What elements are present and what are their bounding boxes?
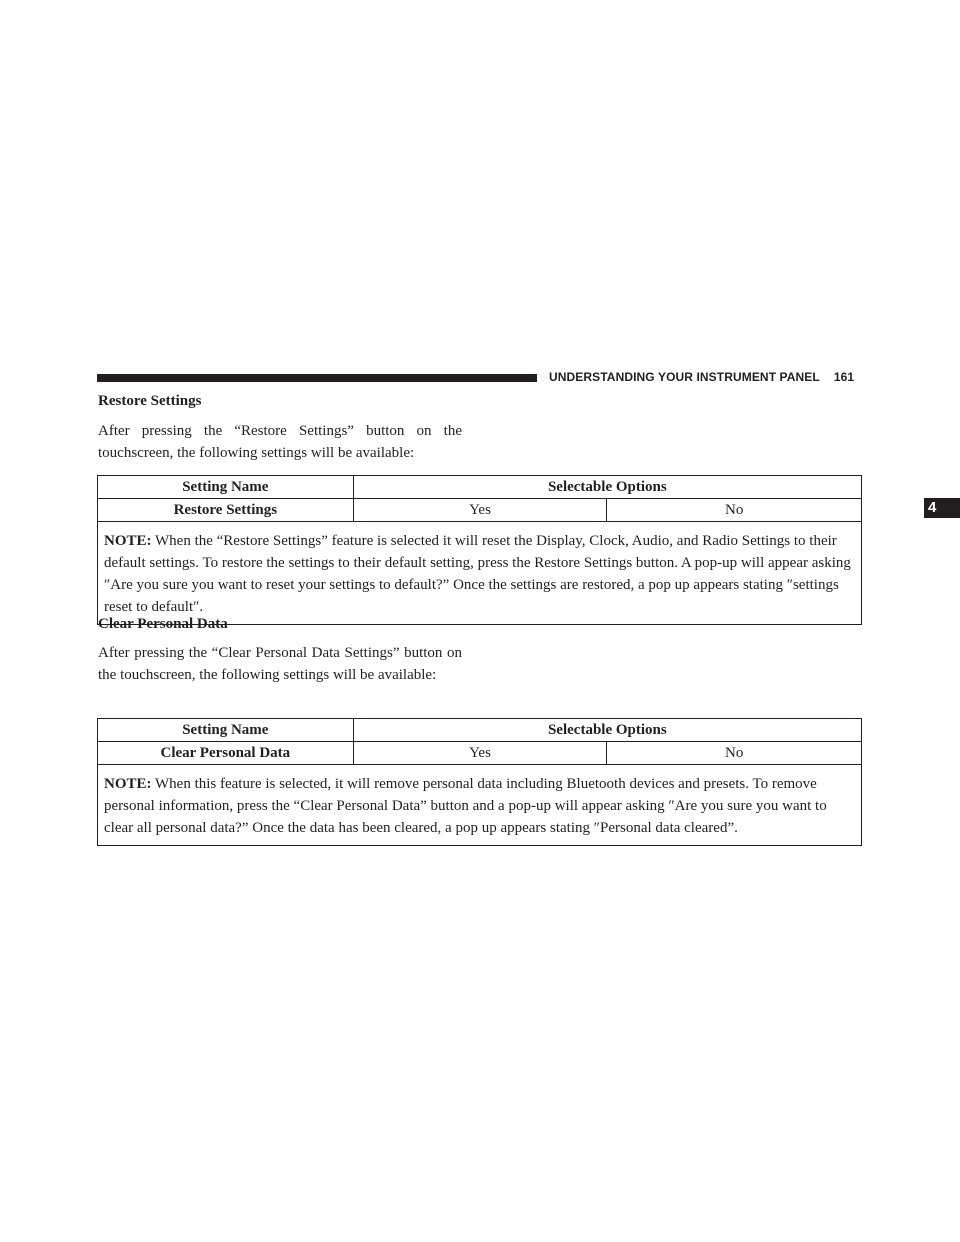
setting-name-cell: Clear Personal Data [98, 742, 354, 765]
section-intro-restore-settings: After pressing the “Restore Settings” button on the touchscreen, the following settings will be available: [98, 423, 462, 461]
note-text: When the “Restore Settings” feature is selected it will reset the Display, Clock, Audio, and Radio Settings to their default settings. To restore the settings to their default setting, press the Restore Settings button. A pop-up will appear asking ″Are you sure you want to reset your settings to default?” Once the settings are restored, a pop up appears stating ″settings reset to default″. [104, 533, 851, 615]
header-rule [97, 374, 537, 382]
table-note-row [98, 765, 862, 846]
section-heading-restore-settings: Restore Settings [98, 393, 202, 409]
clear-personal-data-table [97, 718, 862, 846]
option-yes-cell: Yes [353, 499, 607, 522]
option-no-cell: No [607, 742, 862, 765]
note-cell [98, 765, 862, 846]
table-note-row [98, 522, 862, 625]
note-cell [98, 522, 862, 625]
section-intro-clear-personal-data: After pressing the “Clear Personal Data Settings” button on the touchscreen, the following settings will be available: [98, 645, 462, 683]
col-header-selectable-options: Selectable Options [353, 476, 861, 499]
option-yes-cell: Yes [353, 742, 607, 765]
chapter-tab: 4 [924, 498, 960, 518]
note-text: When this feature is selected, it will remove personal data including Bluetooth devices and presets. To remove personal information, press the “Clear Personal Data” button and a pop-up will appear asking ″Are you sure you want to clear all personal data?” Once the data has been cleared, a pop up appears stating ″Personal data cleared”. [104, 776, 827, 836]
running-header [549, 370, 854, 384]
table-header-row [98, 476, 862, 499]
col-header-setting-name: Setting Name [98, 476, 354, 499]
table-header-row [98, 719, 862, 742]
col-header-setting-name: Setting Name [98, 719, 354, 742]
section-heading-clear-personal-data: Clear Personal Data [98, 616, 228, 632]
header-title: UNDERSTANDING YOUR INSTRUMENT PANEL [549, 370, 820, 384]
setting-name-cell: Restore Settings [98, 499, 354, 522]
restore-settings-table [97, 475, 862, 625]
note-label: NOTE: [104, 776, 152, 792]
table-row [98, 499, 862, 522]
note-label: NOTE: [104, 533, 152, 549]
col-header-selectable-options: Selectable Options [353, 719, 861, 742]
page-number: 161 [833, 370, 855, 384]
table-row [98, 742, 862, 765]
option-no-cell: No [607, 499, 862, 522]
